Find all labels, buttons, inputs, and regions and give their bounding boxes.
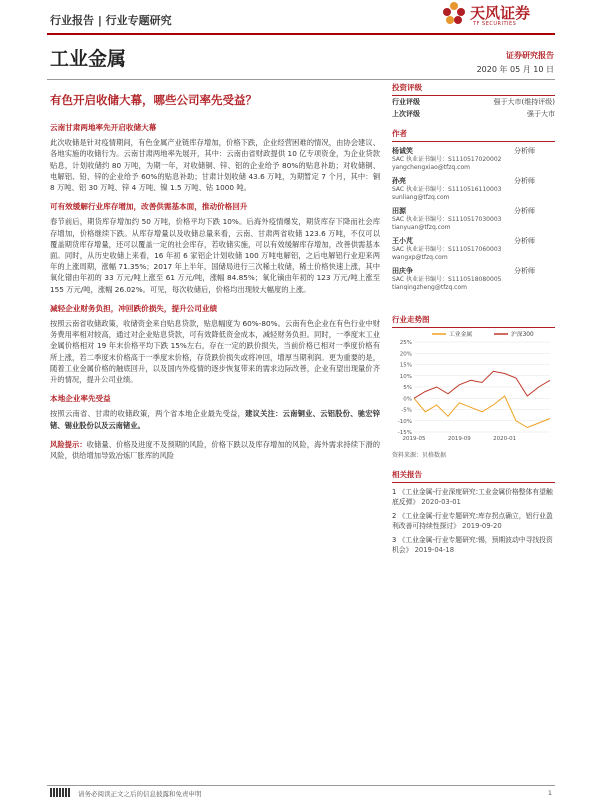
- authors-section-title: 作者: [392, 128, 555, 142]
- y-tick-label: -10%: [397, 418, 412, 425]
- author-email[interactable]: tianyuan@tfzq.com: [392, 224, 451, 231]
- section-heading: 云南甘肃两地率先开启收储大幕: [50, 123, 157, 132]
- report-date: 2020 年 05 月 10 日: [476, 65, 554, 74]
- section-text: [50, 408, 380, 430]
- author-title: 分析师: [514, 207, 535, 215]
- author-entry: [392, 266, 555, 292]
- report-subtitle: 有色开启收储大幕，哪些公司率先受益？: [50, 93, 257, 107]
- author-name: 田庆争: [392, 267, 413, 275]
- chart-section-title: 行业走势图: [392, 314, 555, 328]
- section-heading: 可有效缓解行业库存增加，改善供需基本面，推动价格回升: [50, 202, 248, 212]
- risk-label: 风险提示：: [50, 439, 87, 449]
- chart-source: 资料来源：贝格数据: [392, 452, 447, 459]
- author-entry: [392, 236, 555, 262]
- y-tick-label: -15%: [397, 430, 412, 436]
- section-text-body: 按照云南省、甘肃的收储政策，两个省本地企业最先受益，: [50, 409, 246, 419]
- author-cert: SAC 执业证书编号：S1110518080005: [392, 276, 502, 283]
- trend-chart: [392, 328, 555, 448]
- author-name: 孙亮: [392, 177, 406, 185]
- sidebar: [392, 78, 555, 555]
- related-report-item[interactable]: [392, 535, 555, 555]
- y-tick-label: 5%: [403, 385, 412, 391]
- x-tick-label: 2019-05: [402, 436, 426, 442]
- x-tick-label: 2019-09: [447, 436, 471, 442]
- y-tick-label: 0%: [403, 396, 412, 403]
- related-reports: [392, 487, 555, 555]
- logo-english-text: TF SECURITIES: [473, 21, 517, 27]
- related-report-date: 2019-04-18: [414, 546, 455, 554]
- author-email[interactable]: tianqingzheng@tfzq.com: [392, 284, 467, 291]
- rating-key: 行业评级: [392, 98, 420, 106]
- report-type: 证券研究报告: [506, 51, 554, 60]
- series-line: [414, 371, 550, 398]
- rating-value: 强于大市(维持评级): [493, 98, 555, 106]
- rating-key: 上次评级: [392, 110, 420, 118]
- section-text: 此次收储是针对疫情期间，有色金属产业链库存增加，价格下跌，企业经营困难的情况，由协会建议、各地实施的收储行为。云南甘肃两地率先展开，其中：云南由省财政提供 10 亿专项资金，为企业贷款贴息，计划收储约 80 万吨，为期一年，对收储铜、锌、铝的企业给予 80%的贴息补助；对收储铜、电解铝、铅、锌的企业给予 60%的贴息补助；甘肃计划收储 43.6 万吨，为期暂定 7 个月，其中：铜 8 万吨、铝 30 万吨、锌 4 万吨、镍 1.5 万吨、钴 1000 吨。: [50, 138, 380, 193]
- logo-mark-icon: [440, 0, 468, 28]
- footer-disclaimer: 请务必阅读正文之后的信息披露和免责申明: [78, 790, 202, 798]
- related-report-item[interactable]: [392, 511, 555, 531]
- page-number: 1: [547, 789, 552, 797]
- related-report-item[interactable]: [392, 487, 555, 507]
- author-email[interactable]: sunliang@tfzq.com: [392, 194, 450, 201]
- author-entry: [392, 146, 555, 172]
- y-tick-label: 25%: [399, 340, 412, 346]
- related-report-title: 1 《工业金属-行业深度研究:工业金属价格整体有望触底反弹》: [392, 488, 553, 506]
- author-title: 分析师: [514, 237, 535, 245]
- trend-chart-svg: [392, 328, 555, 448]
- legend-label: 沪深300: [511, 332, 534, 338]
- related-report-title: 3 《工业金属-行业专题研究:锡，预期波动中寻找投资机会》: [392, 536, 553, 554]
- author-cert: SAC 执业证书编号：S1110517020002: [392, 156, 502, 163]
- y-tick-label: 15%: [399, 362, 412, 369]
- rating-row: [392, 96, 555, 108]
- barcode-icon: [50, 788, 70, 797]
- y-tick-label: 20%: [399, 351, 412, 358]
- recommendation-text: 建议关注：云南铜业、云铝股份、驰宏锌锗、锡业股份以及云南锗业。: [50, 409, 381, 430]
- section-heading: 减轻企业财务负担，冲回跌价损失，提升公司业绩: [50, 303, 218, 313]
- author-entry: [392, 206, 555, 232]
- page-title: 工业金属: [50, 48, 127, 70]
- risk-text: 收储量、价格及进度不及预期的风险，价格下跌以及库存增加的风险，海外需求持续下滑的风险，供给增加导致冶炼厂胀库的风险: [50, 439, 380, 461]
- header-rule: [47, 33, 555, 35]
- legend-label: 工业金属: [449, 332, 473, 338]
- author-title: 分析师: [514, 147, 535, 155]
- author-cert: SAC 执业证书编号：S1110516110003: [392, 186, 502, 193]
- author-title: 分析师: [514, 267, 535, 275]
- y-tick-label: -5%: [401, 407, 412, 414]
- logo-text: 天风证券: [470, 4, 531, 22]
- risk-warning: [50, 439, 380, 461]
- author-title: 分析师: [514, 177, 535, 185]
- rating-value: 强于大市: [527, 110, 555, 118]
- x-tick-label: 2020-01: [493, 436, 517, 442]
- author-cert: SAC 执业证书编号：S1110517060003: [392, 246, 502, 253]
- section-heading: 本地企业率先受益: [50, 394, 111, 404]
- section-text: 按照云南省收储政策，收储资金来自贴息贷款，贴息幅度为 60%-80%。云南有色企业在有色行业中财务费用率相对较高，通过对企业贴息贷款，可有效降低资金成本，减轻财务负担。同时，一季度末工业金属价格相对 19 年末价格平均下跌 15%左右，存在一定的跌价损失，当前价格已相对一季度价格有所上涨，若二季度末价格高于一季度末价格，存货跌价损失或将冲回，增厚当期利润。更为重要的是，随着工业金属价格的触底回升，以及国内外疫情的逐步恢复带来的需求边际改善，企业有望出现量价齐升的情况，提升公司业绩。: [50, 319, 380, 385]
- related-report-date: 2019-09-20: [462, 522, 502, 530]
- y-tick-label: 10%: [399, 373, 412, 380]
- related-report-date: 2020-03-01: [421, 498, 461, 506]
- section-text: 春节前后，期货库存增加约 50 万吨，价格平均下跌 10%。后海外疫情爆发，期货库存下降而社会库存增加，价格继续下跌。从库存增量以及收储总量来看，云南、甘肃两省收储 123.6 万吨，不仅可以覆盖期货库存增量，还可以覆盖一定的社会库存，若收储实施，可以有效缓解库存增加，改善供需基本面。同时，从历史收储上来看，16 年初 6 家铝企计划收储 100 万吨电解铝，之后电解铝行业迎来两年的上涨周期，涨幅 71.35%；2017 年上半年，国储局进行三次稀土收储，稀土价格快速上涨，其中氧化镨由年初的 33 万元/吨上涨至 61 万元/吨，涨幅 84.85%；氧化镝由年初的 123 万元/吨上涨至 155 万元/吨，涨幅 26.02%。可见，每次收储后，价格均出现较大幅度的上涨。: [50, 217, 380, 294]
- related-report-title: 2 《工业金属-行业专题研究:库存拐点确立，铝行业盈利改善可持续性探讨》: [392, 512, 553, 530]
- author-name: 杨诚笑: [392, 147, 413, 155]
- report-category: 行业报告 | 行业专题研究: [50, 14, 172, 27]
- main-content: [50, 116, 380, 469]
- company-logo: [440, 0, 555, 30]
- author-name: 王小芃: [392, 237, 413, 245]
- author-cert: SAC 执业证书编号：S1110517030003: [392, 216, 502, 223]
- author-email[interactable]: yangchengxiao@tfzq.com: [392, 164, 470, 171]
- related-section-title: 相关报告: [392, 469, 555, 483]
- rating-section-title: 投资评级: [392, 82, 555, 96]
- author-entry: [392, 176, 555, 202]
- author-email[interactable]: wangxp@tfzq.com: [392, 254, 448, 261]
- rating-row: [392, 108, 555, 120]
- footer-rule: [47, 785, 555, 786]
- author-name: 田源: [392, 207, 406, 215]
- series-line: [414, 396, 550, 428]
